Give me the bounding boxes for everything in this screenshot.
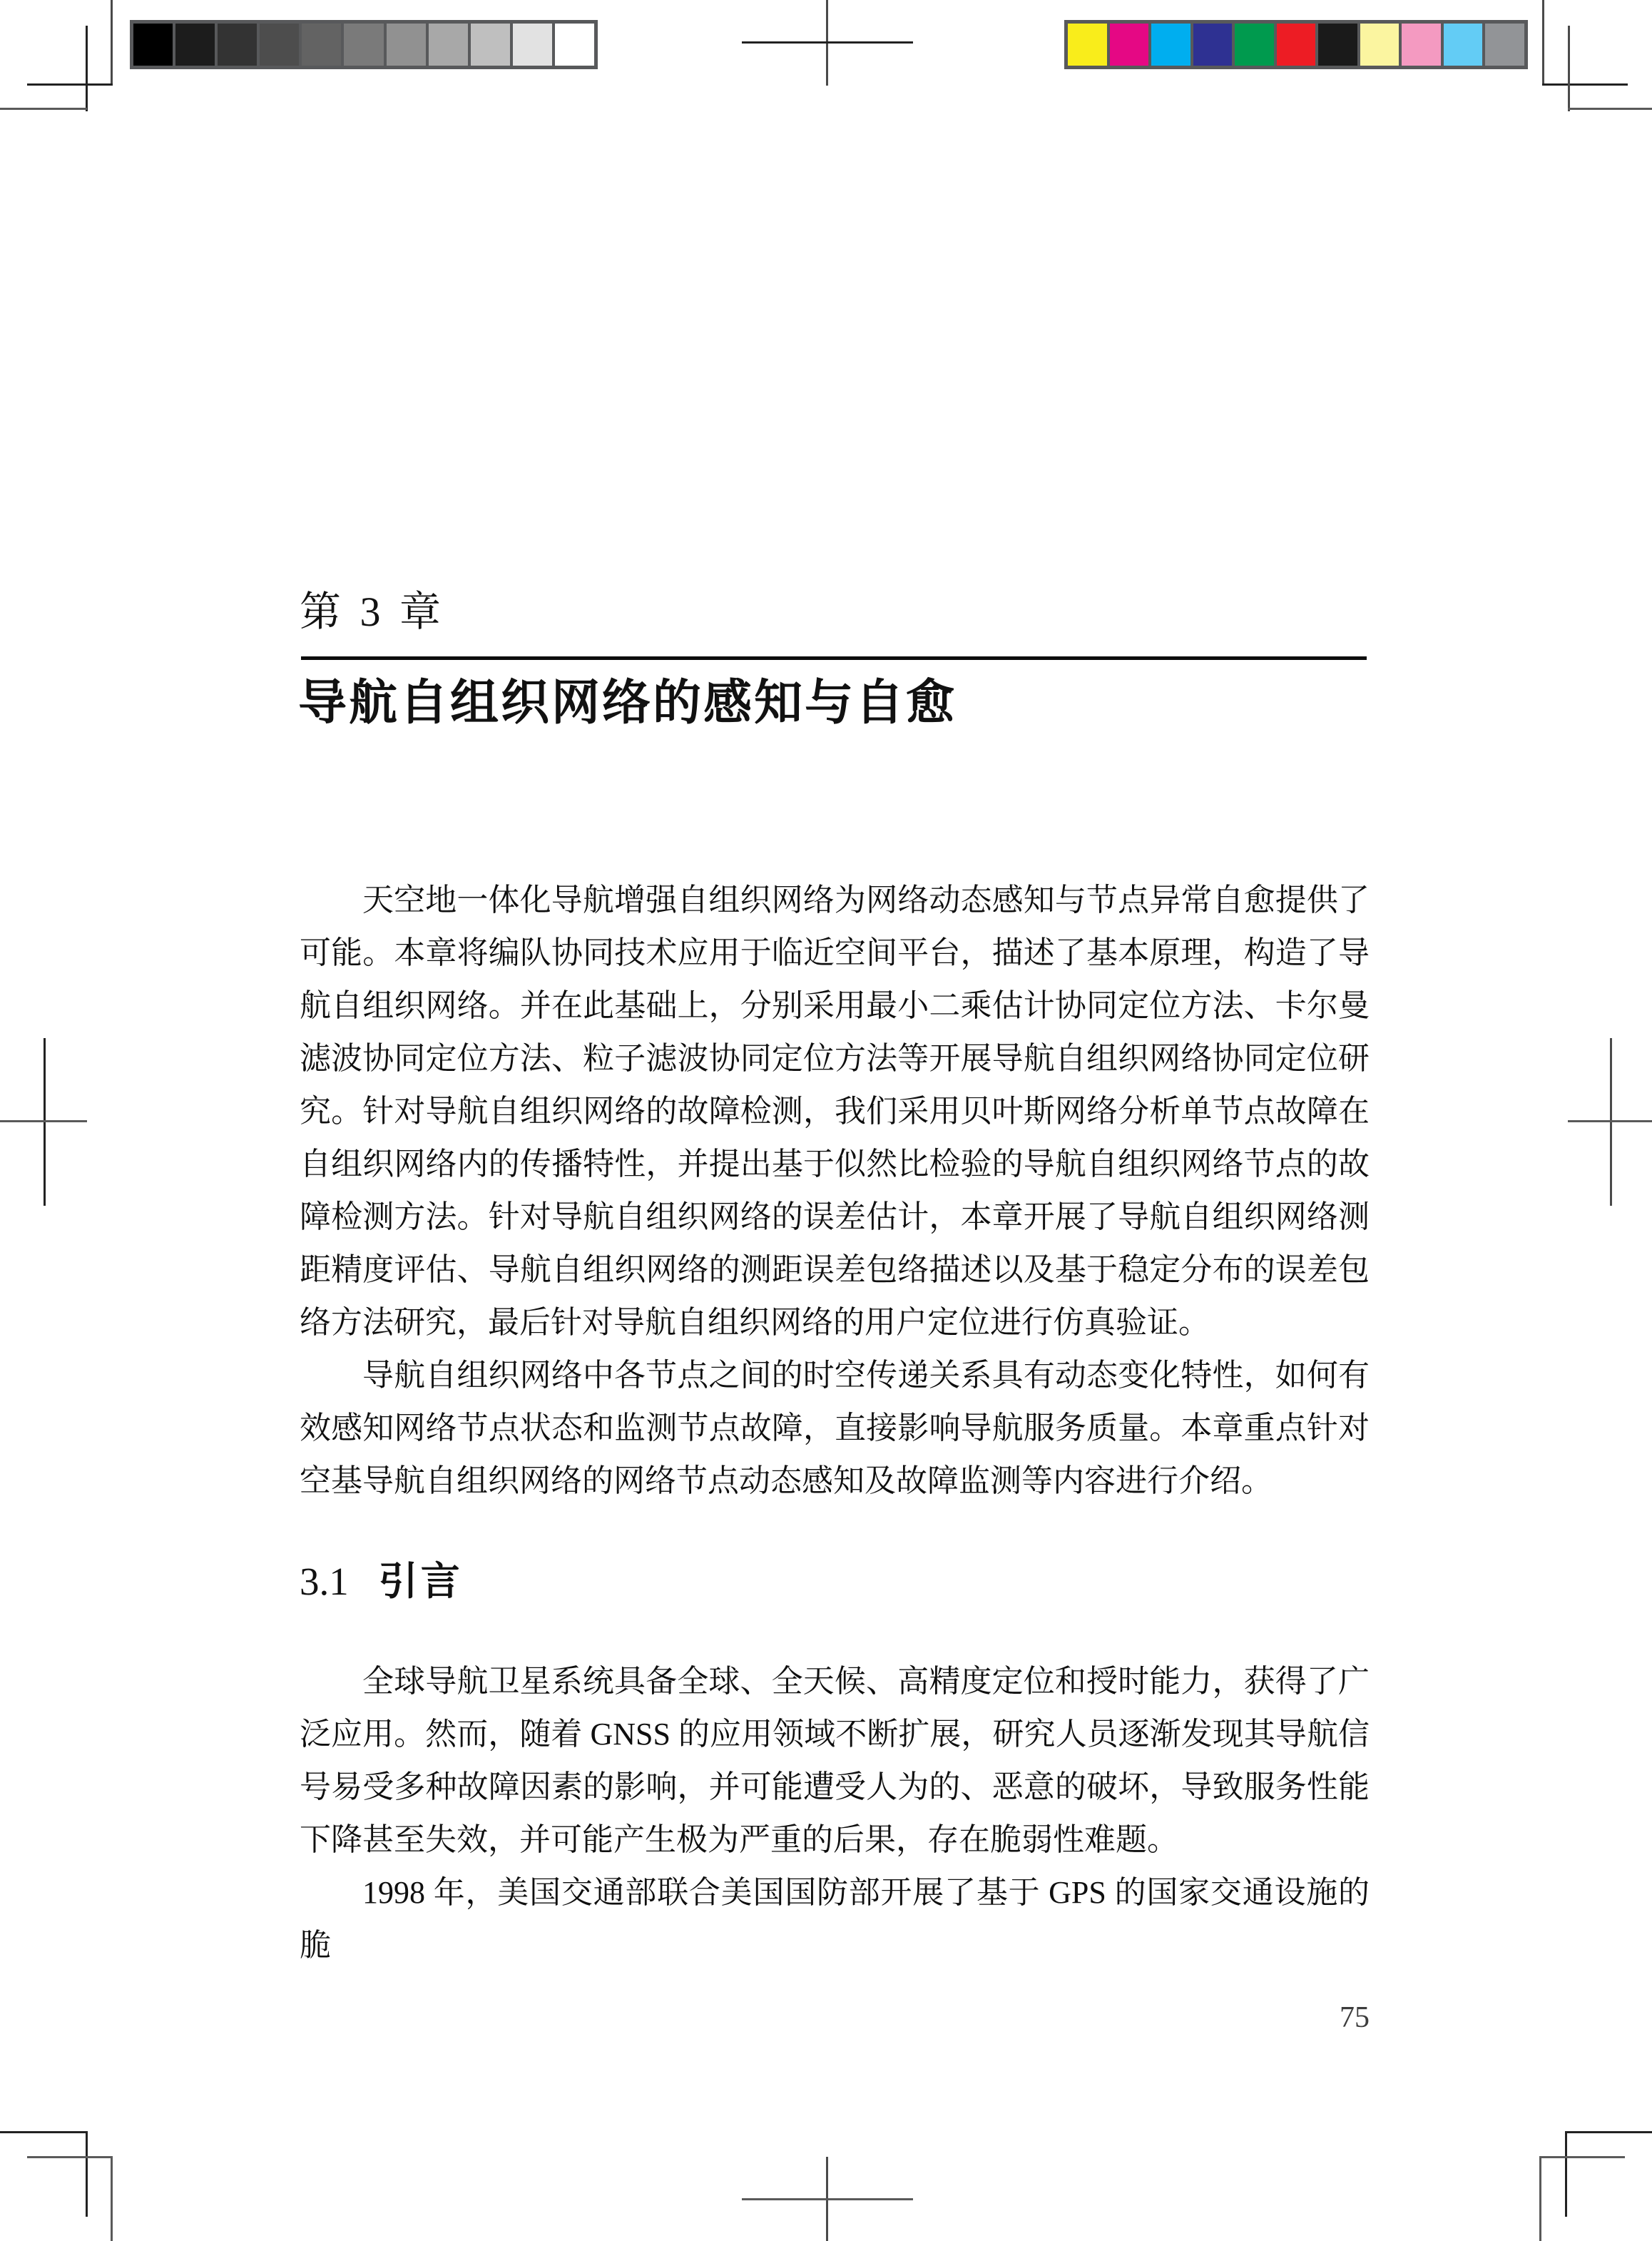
calibration-swatch [1193,24,1233,66]
calibration-swatch [1318,24,1357,66]
crop-mark [1539,2156,1541,2241]
crop-mark [1539,2156,1625,2158]
calibration-swatch [133,24,173,66]
calibration-swatch [387,24,426,66]
calibration-swatch [1402,24,1441,66]
crop-mark [1565,2131,1652,2133]
registration-cross [1568,1120,1652,1122]
calibration-swatch [1151,24,1190,66]
calibration-swatch [513,24,552,66]
crop-mark [1565,2131,1567,2217]
calibration-swatch [218,24,257,66]
crop-mark [86,26,88,111]
crop-mark [27,83,113,86]
chapter-rule [301,656,1367,660]
crop-mark [111,2156,113,2241]
calibration-swatch [175,24,215,66]
page-number: 75 [1340,2001,1370,2034]
crop-mark [1568,108,1652,110]
calibration-swatch [1277,24,1316,66]
chapter-intro [300,874,1370,1508]
calibration-swatch [260,24,299,66]
crop-mark [1542,0,1544,86]
paragraph: 天空地一体化导航增强自组织网络为网络动态感知与节点异常自愈提供了可能。本章将编队协同技术应用于临近空间平台，描述了基本原理，构造了导航自组织网络。并在此基础上，分别采用最小二乘估计协同定位方法、卡尔曼滤波协同定位方法、粒子滤波协同定位方法等开展导航自组织网络协同定位研究。针对导航自组织网络的故障检测，我们采用贝叶斯网络分析单节点故障在自组织网络内的传播特性，并提出基于似然比检验的导航自组织网络节点的故障检测方法。针对导航自组织网络的误差估计，本章开展了导航自组织网络测距精度评估、导航自组织网络的测距误差包络描述以及基于稳定分布的误差包络方法研究，最后针对导航自组织网络的用户定位进行仿真验证。 [300,883,1370,1340]
crop-mark [27,2156,113,2158]
paragraph: 导航自组织网络中各节点之间的时空传递关系具有动态变化特性，如何有效感知网络节点状态和监测节点故障，直接影响导航服务质量。本章重点针对空基导航自组织网络的网络节点动态感知及故障监测等内容进行介绍。 [300,1358,1370,1498]
registration-cross [0,1120,87,1122]
calibration-swatch [1444,24,1483,66]
crop-mark [1542,83,1628,86]
calibration-swatch [1235,24,1274,66]
calibration-swatch [471,24,510,66]
section-heading [300,1557,463,1605]
calibration-swatch [1485,24,1524,66]
chapter-title: 导航自组织网络的感知与自愈 [298,676,957,730]
calibration-swatch [1360,24,1399,66]
paragraph: 1998 年，美国交通部联合美国国防部开展了基于 GPS 的国家交通设施的脆 [300,1875,1370,1963]
paragraph: 全球导航卫星系统具备全球、全天候、高精度定位和授时能力，获得了广泛应用。然而，随着 GNSS 的应用领域不断扩展，研究人员逐渐发现其导航信号易受多种故障因素的影响，并可能遭受人为的、恶意的破坏，导致服务性能下降甚至失效，并可能产生极为严重的后果，存在脆弱性难题。 [300,1664,1370,1857]
calibration-swatch [344,24,383,66]
calibration-swatch [429,24,468,66]
calibration-swatch [1110,24,1149,66]
chapter-number: 第 3 章 [300,589,446,635]
crop-mark [86,2131,88,2217]
grayscale-calibration-bar [130,20,598,69]
crop-mark [1568,26,1570,111]
crop-mark [111,0,113,86]
crop-mark [0,108,87,110]
color-calibration-bar [1064,20,1528,69]
section-body [300,1655,1370,1972]
calibration-swatch [555,24,594,66]
registration-cross [742,41,913,44]
section-title: 引言 [378,1559,463,1603]
crop-mark [0,2131,87,2133]
registration-cross [742,2198,913,2200]
section-number: 3.1 [300,1560,349,1603]
calibration-swatch [1068,24,1107,66]
calibration-swatch [302,24,341,66]
